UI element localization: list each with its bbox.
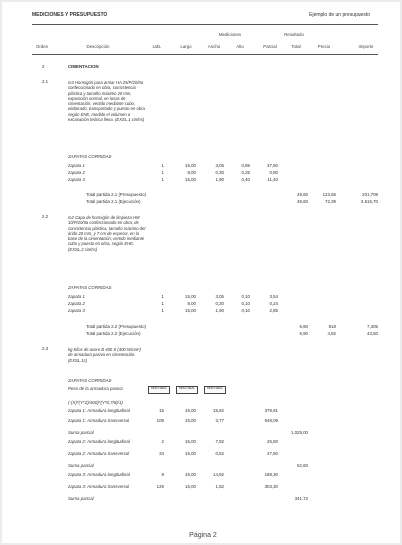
row-uds: 109 [156,418,164,423]
item-orden: 2.2 [42,214,49,219]
item-description: kg Kilos de acero B 400 S (400 N/mm²) de armadura pasiva en cimentación. (EXSL.1c) [68,347,141,363]
row-parcial: 188,30 [264,472,278,477]
total-importe: 43,50 [367,331,378,336]
item-group-label: ZAPATAS CORRIDAS [68,285,112,290]
header-rule-bottom [32,54,378,55]
chapter-number: 2 [42,64,45,69]
row-ancho: 3,05 [215,294,224,299]
row-ancho: 0,30 [215,301,224,306]
row-alto: 0,10 [241,301,250,306]
col-largo: Largo [180,44,192,49]
col-parcial: Parcial [263,44,277,49]
weight-box-label: PESO REAL [151,386,167,390]
weight-box-label: PESO REAL [207,386,223,390]
total-label: Total partida 2.2 (Ejecución) [86,331,141,336]
row-alto: 0,40 [241,177,250,182]
item-subgroup-label: Peso de la armadura pasiva [68,386,123,391]
row-parcial: 11,40 [267,177,278,182]
row-label: zapata 3: Armadura longitudinal [68,472,130,477]
row-largo: 8,00 [187,170,196,175]
item-orden: 2.1 [42,79,49,84]
row-ancho: 7,92 [215,439,224,444]
row-ancho: 0,52 [215,451,224,456]
total-value: 49,60 [297,192,308,197]
row-parcial: 0,80 [269,170,278,175]
row-largo: 15,00 [185,451,196,456]
row-largo: 15,00 [185,439,196,444]
row-parcial: 37,50 [267,163,278,168]
row-uds: 1 [161,301,164,306]
total-precio: 123,65 [322,192,336,197]
row-label: Suma parcial [68,496,94,501]
item-group-label: ZAPATAS CORRIDAS [68,154,112,159]
row-largo: 15,00 [185,163,196,168]
row-label: zapata 2: Armadura longitudinal [68,439,130,444]
total-precio: 818 [328,324,336,329]
row-total: 52,60 [297,463,308,468]
chapter-title: CIMENTACION [68,64,99,69]
row-uds: 1 [161,308,164,313]
total-value: 6,90 [299,324,308,329]
row-uds: 129 [156,484,164,489]
item-description: m2 Capa de hormigón de limpieza HM 10/P/20/IIa confeccionado en obra, de consistencia plástica, tamaño máximo del árido 20 mm, y 7 cm de espesor, en la base de la cimentación, vertido mediante cubo y puesto en obra, según EHE. (EXSL.2 cimhs) [68,215,146,252]
item-description: m3 Hormigón para armar HA 25/P/20/IIa confeccionado en obra, consistencia plástica y tamaño máximo 20 mm, exposición normal, en losas de cimentación, vertido mediante cubo, elaborado, transportado y puesto en obra según EHE, medido el volumen a excavación teórica llena. (EXSL.1 cimhs) [68,80,145,123]
row-total: 341,72 [294,496,308,501]
row-ancho: 3,77 [215,418,224,423]
row-uds: 1 [161,177,164,182]
row-uds: 15 [159,408,164,413]
row-alto: 0,10 [241,294,250,299]
row-parcial: 27,50 [267,451,278,456]
row-alto: 0,10 [241,308,250,313]
total-label: Total partida 2.1 (Presupuesto) [86,192,147,197]
row-largo: 8,00 [187,301,196,306]
item-group-label: ZAPATAS CORRIDAS [68,378,112,383]
row-label: Suma parcial [68,463,94,468]
row-uds: 2 [161,439,164,444]
row-uds: 8 [161,472,164,477]
total-precio: 72,39 [325,199,336,204]
row-largo: 15,00 [185,418,196,423]
row-label: zapata 2: Armadura transversal [68,451,130,456]
row-label: zapata 2 [68,170,85,175]
col-group-mediciones: Mediciones [218,32,242,37]
row-label: zapata 1 [68,163,85,168]
row-uds: 34 [159,451,164,456]
row-parcial: 2,85 [269,308,278,313]
row-total: 1.025,00 [290,430,308,435]
row-parcial: 25,50 [267,439,278,444]
total-value: 49,60 [297,199,308,204]
row-ancho: 1,90 [215,177,224,182]
row-largo: 15,00 [185,308,196,313]
row-label: Suma parcial [68,430,94,435]
row-parcial: 379,91 [264,408,278,413]
weight-box-label: PESO REAL [179,386,195,390]
row-parcial: 3,54 [269,294,278,299]
total-label: Total partida 2.2 (Presupuesto) [86,324,147,329]
row-largo: 15,00 [185,484,196,489]
col-alto: Alto [236,44,244,49]
row-ancho: 1,82 [215,484,224,489]
col-total: Total [291,44,301,49]
row-label: zapata 1 [68,294,85,299]
total-label: Total partida 2.1 (Ejecución) [86,199,141,204]
row-ancho: 14,92 [213,472,224,477]
row-uds: 1 [161,170,164,175]
total-precio: 4,92 [327,331,336,336]
row-largo: 15,00 [185,177,196,182]
col-ancho: Ancho [207,44,221,49]
row-label: zapata 3: Armadura transversal [68,484,130,489]
col-orden: Orden [35,44,49,49]
row-parcial: 303,30 [264,484,278,489]
row-ancho: 1,90 [215,308,224,313]
row-parcial: 0,24 [269,301,278,306]
col-precio: Precio [317,44,331,49]
row-label: zapata 3 [68,177,85,182]
total-importe: 7,305 [367,324,378,329]
row-label: zapata 3 [68,308,85,313]
row-uds: 1 [161,294,164,299]
document-header-subtitle: Ejemplo de un presupuesto [309,12,370,18]
total-importe: 201,709 [362,192,378,197]
col-descripcion: Descripción [86,44,110,49]
row-label: zapata 1: Armadura longitudinal [68,408,130,413]
total-value: 6,90 [299,331,308,336]
row-largo: 15,00 [185,472,196,477]
col-uds: Uds. [152,44,162,49]
row-parcial: 948,09 [264,418,278,423]
row-largo: 15,00 [185,408,196,413]
formula-text: (-(X)*(Y*Z)/400)*(Y*0,7/8)/1) [68,400,123,405]
document-header-title: MEDICIONES Y PRESUPUESTO [32,12,108,18]
item-orden: 2.3 [42,346,49,351]
row-alto: 0,85 [241,163,250,168]
col-importe: Importe [358,44,374,49]
row-label: zapata 2 [68,301,85,306]
total-importe: 3.615,70 [360,199,378,204]
row-ancho: 15,92 [213,408,224,413]
row-alto: 0,25 [241,170,250,175]
page-number: Página 2 [189,532,217,539]
row-label: zapata 1: Armadura transversal [68,418,130,423]
col-group-resultado: Resultado [284,32,304,37]
row-ancho: 0,30 [215,170,224,175]
row-largo: 15,00 [185,294,196,299]
row-uds: 1 [161,163,164,168]
row-ancho: 3,05 [215,163,224,168]
header-rule-top [32,24,378,25]
